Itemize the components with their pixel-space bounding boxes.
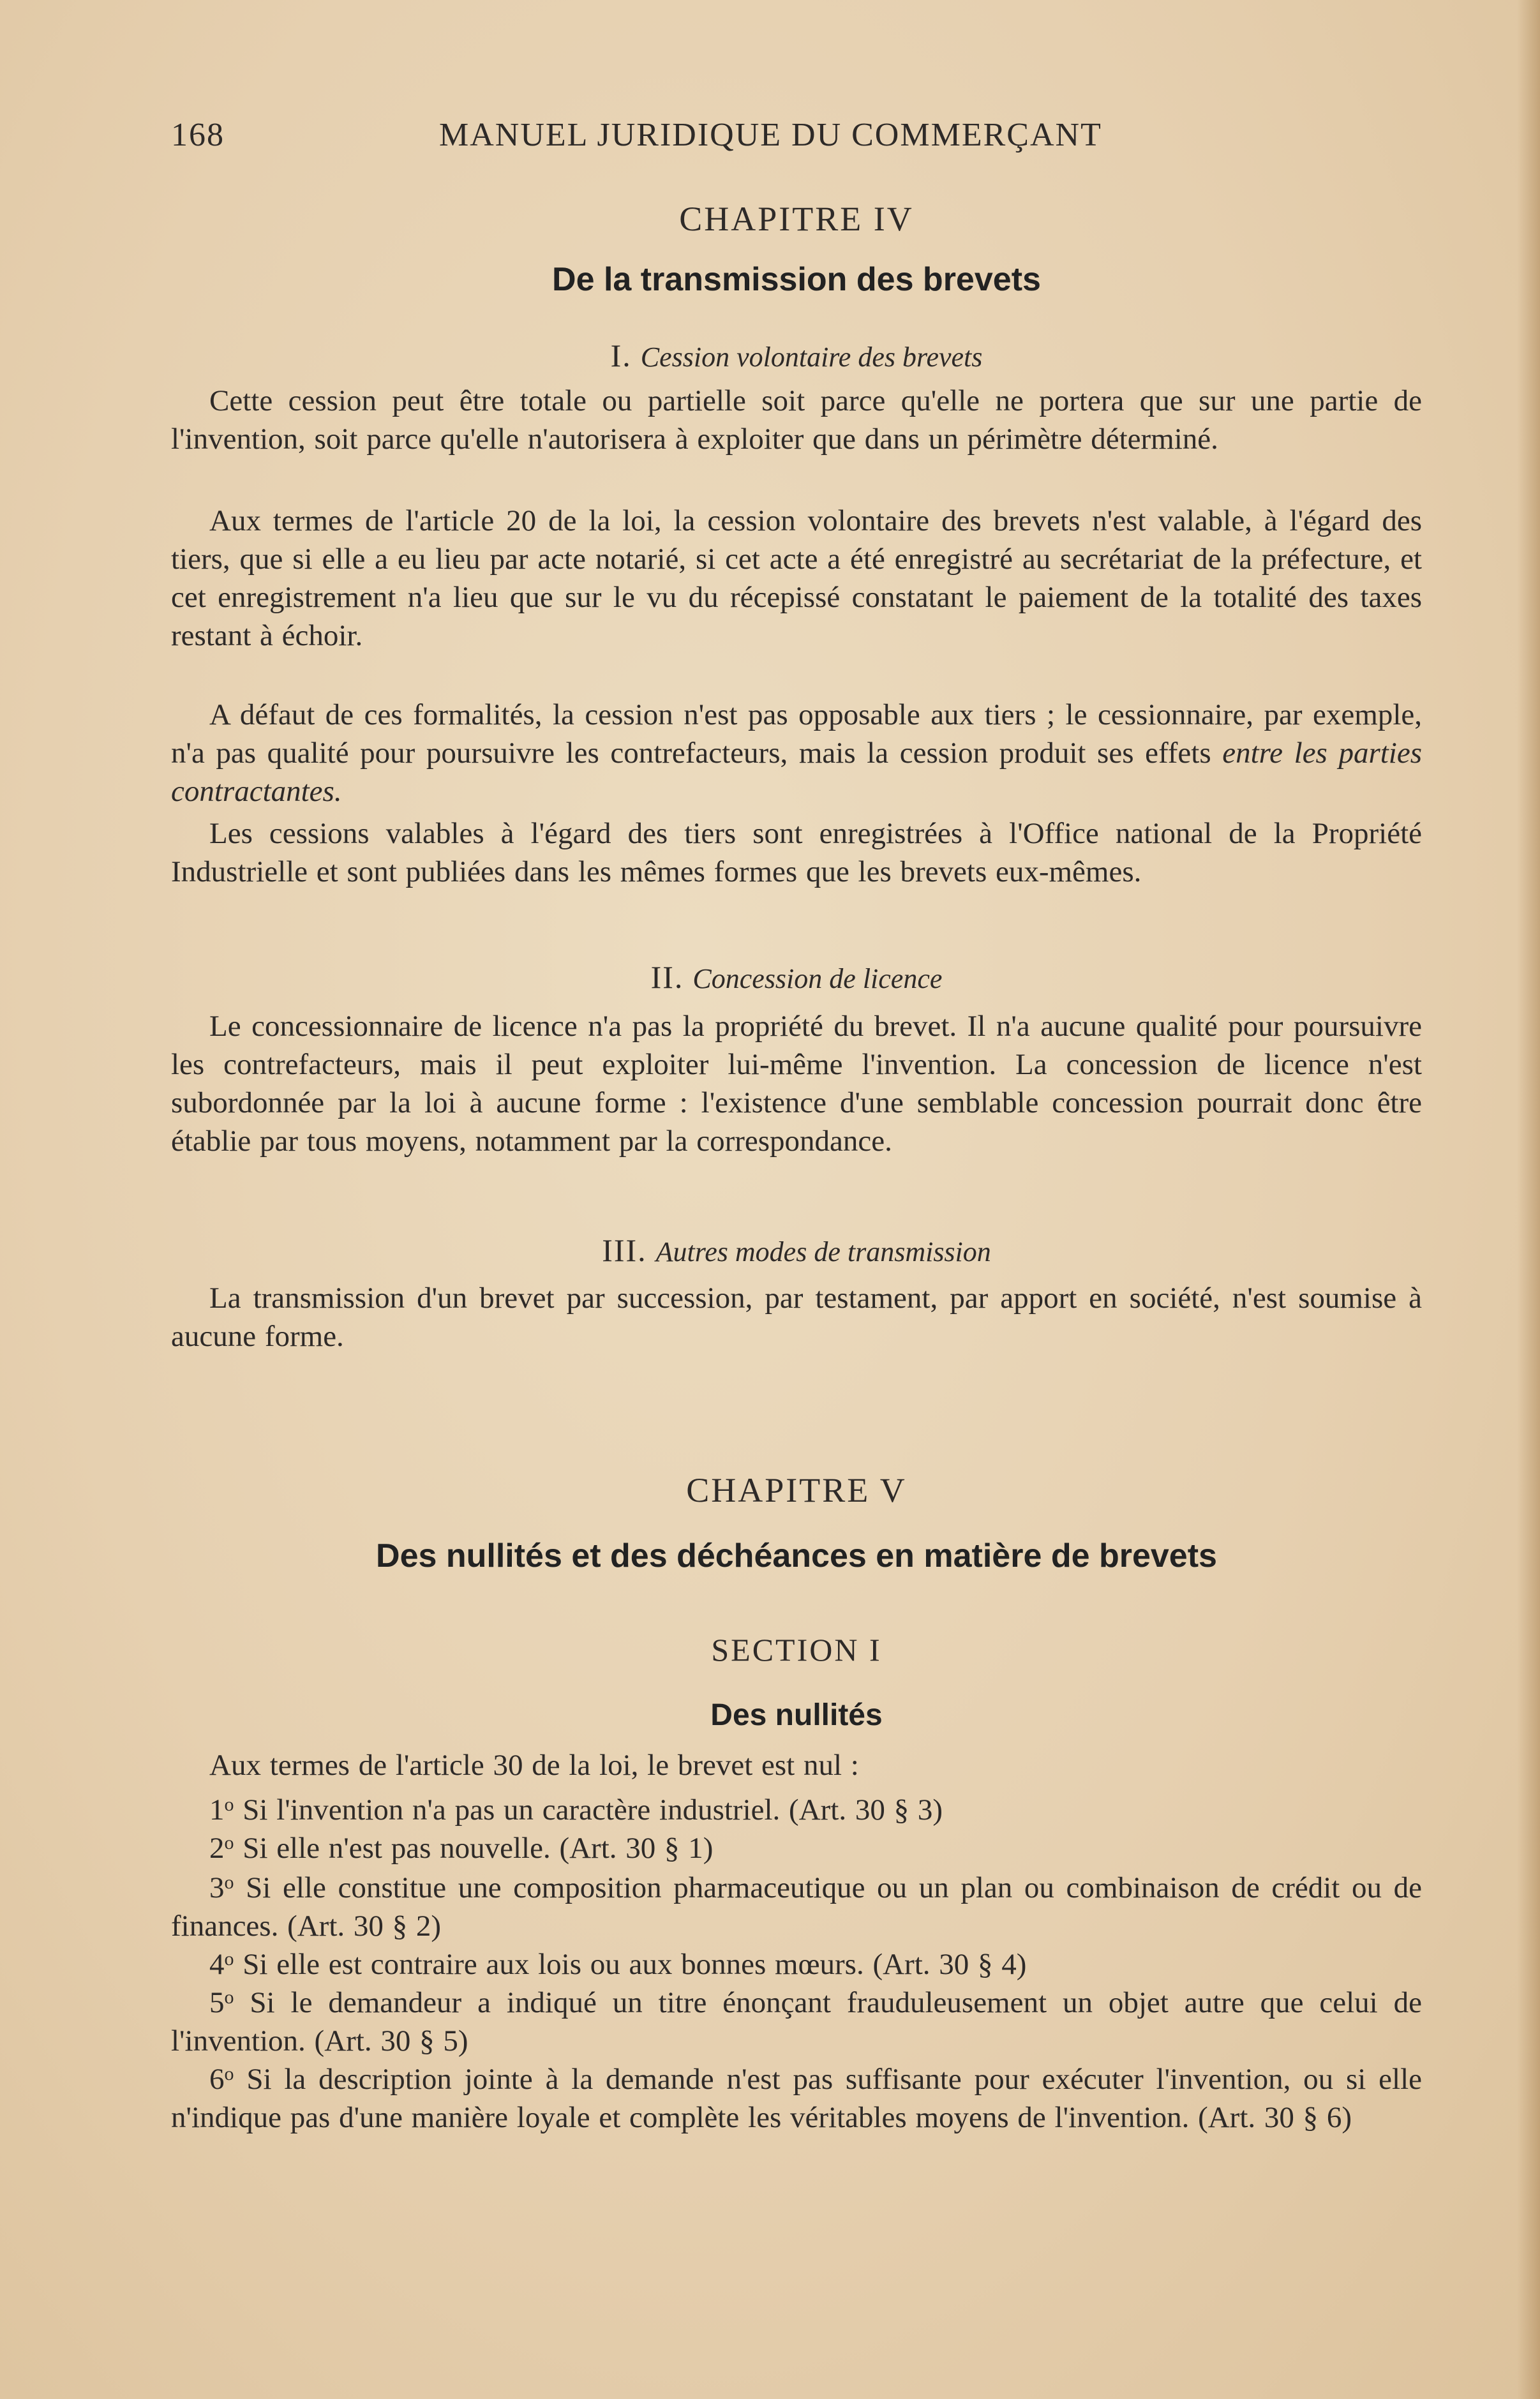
paragraph: Aux termes de l'article 30 de la loi, le brevet est nul : — [209, 1749, 859, 1782]
item-ordinal: o — [224, 1872, 234, 1893]
item-number: 2 — [209, 1832, 225, 1865]
paragraph: La transmission d'un brevet par succession, par testament, par apport en société, n'est soumise à aucune forme. — [171, 1282, 1422, 1353]
section-1-title: Cession volontaire des brevets — [640, 341, 983, 373]
item-ordinal: o — [224, 1987, 234, 2008]
section-title: Des nullités — [710, 1698, 883, 1732]
list-item — [171, 1978, 1422, 2060]
section-2-title: Concession de licence — [692, 963, 943, 994]
section-label: SECTION I — [711, 1632, 882, 1668]
item-text: Si elle est contraire aux lois ou aux bonnes mœurs. (Art. 30 § 4) — [243, 1948, 1027, 1981]
item-ordinal: o — [224, 1794, 234, 1815]
list-item — [171, 1864, 1422, 1945]
section-3-roman: III. — [602, 1232, 647, 1268]
paragraph-text: A défaut de ces formalités, la cession n'est pas opposable aux tiers ; le cessionnaire, par exemple, n'a pas qualité pour poursuivre les contrefacteurs, mais la cession produit ses effets — [171, 698, 1422, 770]
list-item — [171, 1824, 1422, 1867]
item-text: Si l'invention n'a pas un caractère industriel. (Art. 30 § 3) — [243, 1793, 943, 1827]
section-2-heading — [171, 959, 1422, 996]
chapter-5-title: Des nullités et des déchéances en matière de brevets — [376, 1537, 1217, 1574]
running-head — [171, 116, 1422, 161]
item-text: Si la description jointe à la demande n'est pas suffisante pour exécuter l'invention, ou si elle n'indique pas d'une manière loyale et complète les véritables moyens de l'invention. (Art. 30 § 6) — [171, 2063, 1423, 2134]
item-text: Si elle n'est pas nouvelle. (Art. 30 § 1) — [243, 1832, 714, 1865]
section-3-heading — [171, 1232, 1422, 1269]
item-number: 6 — [209, 2063, 225, 2096]
list-item — [171, 2055, 1422, 2137]
list-item — [171, 1940, 1422, 1984]
list-item — [171, 1786, 1422, 1829]
paragraph: Le concessionnaire de licence n'a pas la propriété du brevet. Il n'a aucune qualité pour poursuivre les contrefacteurs, mais il peut exploiter lui-même l'invention. La concession de licence n'est subordonnée par la loi à aucune forme : l'existence d'une semblable concession pourrait donc être établie par tous moyens, notamment par la correspondance. — [171, 1010, 1422, 1158]
paragraph: Aux termes de l'article 20 de la loi, la cession volontaire des brevets n'est valable, à l'égard des tiers, que si elle a eu lieu par acte notarié, si cet acte a été enregistré au secrétariat de la préfecture, et cet enregistrement n'a lieu que sur le vu du récepissé constatant le paiement de la totalité des taxes restant à échoir. — [171, 504, 1422, 652]
page-edge-shadow — [1517, 0, 1540, 2399]
item-ordinal: o — [224, 2063, 234, 2084]
book-page — [171, 0, 1422, 2399]
section-1-roman: I. — [610, 338, 632, 373]
section-2-roman: II. — [650, 959, 684, 995]
chapter-4-label: CHAPITRE IV — [679, 200, 914, 238]
paragraph-italic: entre les parties contractantes. — [171, 736, 1423, 808]
chapter-4-title: De la transmission des brevets — [552, 261, 1041, 298]
item-number: 5 — [209, 1986, 225, 2019]
section-3-title: Autres modes de transmission — [655, 1236, 991, 1267]
item-ordinal: o — [224, 1832, 234, 1853]
item-number: 3 — [209, 1871, 225, 1904]
section-1-heading — [171, 337, 1422, 374]
item-number: 4 — [209, 1948, 225, 1981]
paragraph: Les cessions valables à l'égard des tiers sont enregistrées à l'Office national de la Propriété Industrielle et sont publiées dans les mêmes formes que les brevets eux-mêmes. — [171, 817, 1422, 888]
paragraph: Cette cession peut être totale ou partielle soit parce qu'elle ne portera que sur une partie de l'invention, soit parce qu'elle n'autorisera à exploiter que dans un périmètre déterminé. — [171, 384, 1422, 456]
chapter-5-label: CHAPITRE V — [686, 1471, 907, 1509]
page-number: 168 — [171, 117, 225, 153]
running-title: MANUEL JURIDIQUE DU COMMERÇANT — [439, 117, 1102, 153]
paragraph — [171, 696, 1422, 811]
item-number: 1 — [209, 1793, 225, 1827]
item-text: Si le demandeur a indiqué un titre énonçant frauduleusement un objet autre que celui de l'invention. (Art. 30 § 5) — [171, 1986, 1422, 2058]
item-ordinal: o — [224, 1948, 234, 1969]
item-text: Si elle constitue une composition pharmaceutique ou un plan ou combinaison de crédit ou de finances. (Art. 30 § 2) — [171, 1871, 1422, 1943]
